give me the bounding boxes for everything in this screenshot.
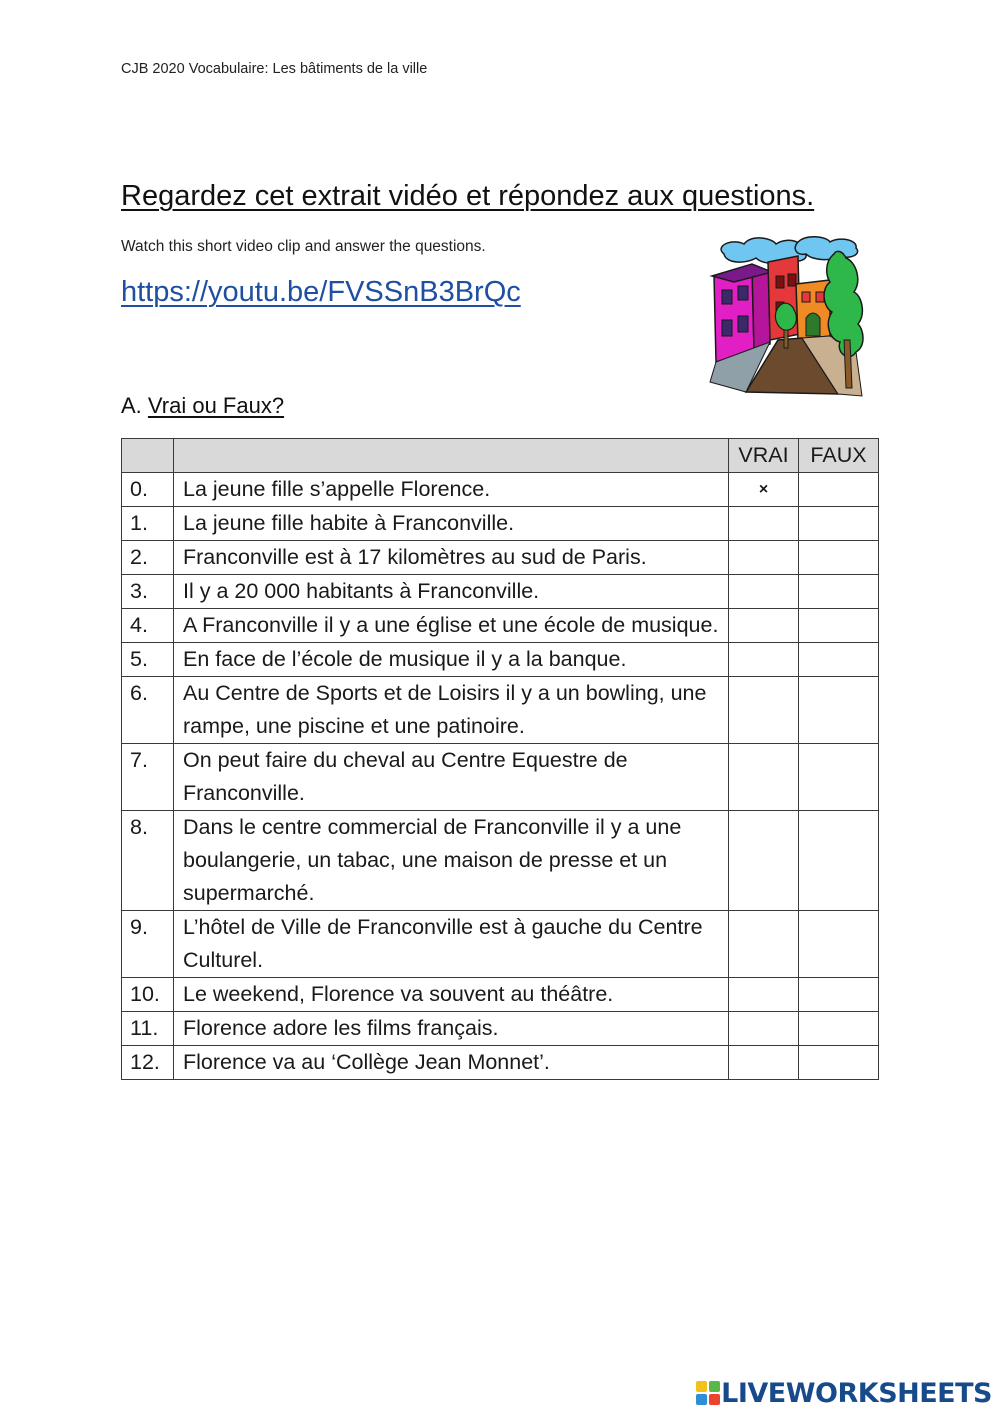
vrai-answer-cell[interactable] xyxy=(729,643,799,677)
vrai-answer-cell[interactable] xyxy=(729,1012,799,1046)
faux-answer-cell[interactable] xyxy=(799,507,879,541)
statement-number: 11. xyxy=(122,1012,174,1046)
page-title: Regardez cet extrait vidéo et répondez aux questions. xyxy=(121,180,815,212)
statement-text: La jeune fille s’appelle Florence. xyxy=(174,473,729,507)
statement-number: 8. xyxy=(122,811,174,911)
faux-answer-cell[interactable] xyxy=(799,677,879,744)
table-row xyxy=(122,911,879,978)
statement-number: 1. xyxy=(122,507,174,541)
statement-number: 3. xyxy=(122,575,174,609)
table-row xyxy=(122,507,879,541)
statement-text: Franconville est à 17 kilomètres au sud de Paris. xyxy=(174,541,729,575)
faux-answer-cell[interactable] xyxy=(799,911,879,978)
statement-number: 2. xyxy=(122,541,174,575)
faux-answer-cell[interactable] xyxy=(799,575,879,609)
header-note: CJB 2020 Vocabulaire: Les bâtiments de la ville xyxy=(121,61,428,77)
statement-text: L’hôtel de Ville de Franconville est à gauche du Centre Culturel. xyxy=(174,911,729,978)
table-row xyxy=(122,541,879,575)
statement-number: 0. xyxy=(122,473,174,507)
vrai-answer-cell[interactable] xyxy=(729,677,799,744)
statement-number: 7. xyxy=(122,744,174,811)
faux-answer-cell[interactable] xyxy=(799,473,879,507)
statement-text: Dans le centre commercial de Franconville il y a une boulangerie, un tabac, une maison de presse et un supermarché. xyxy=(174,811,729,911)
table-row xyxy=(122,1012,879,1046)
table-row xyxy=(122,978,879,1012)
statement-text: Au Centre de Sports et de Loisirs il y a un bowling, une rampe, une piscine et une patinoire. xyxy=(174,677,729,744)
header-statement-cell xyxy=(174,439,729,473)
vrai-answer-cell[interactable] xyxy=(729,1046,799,1080)
section-prefix: A. xyxy=(121,393,142,418)
table-row xyxy=(122,609,879,643)
statement-text: La jeune fille habite à Franconville. xyxy=(174,507,729,541)
true-false-table xyxy=(121,438,879,1080)
table-header-row xyxy=(122,439,879,473)
statement-number: 10. xyxy=(122,978,174,1012)
faux-answer-cell[interactable] xyxy=(799,541,879,575)
statement-text: Il y a 20 000 habitants à Franconville. xyxy=(174,575,729,609)
vrai-answer-cell[interactable] xyxy=(729,575,799,609)
header-faux: FAUX xyxy=(799,439,879,473)
subtitle: Watch this short video clip and answer the questions. xyxy=(121,238,486,255)
table-row xyxy=(122,811,879,911)
statement-number: 6. xyxy=(122,677,174,744)
table-row xyxy=(122,744,879,811)
video-link[interactable]: https://youtu.be/FVSSnB3BrQc xyxy=(121,276,521,308)
statement-text: Florence adore les films français. xyxy=(174,1012,729,1046)
table-row xyxy=(122,575,879,609)
statement-number: 12. xyxy=(122,1046,174,1080)
faux-answer-cell[interactable] xyxy=(799,609,879,643)
table-row xyxy=(122,473,879,507)
vrai-answer-cell[interactable] xyxy=(729,609,799,643)
vrai-answer-cell[interactable] xyxy=(729,811,799,911)
liveworksheets-logo xyxy=(695,1376,992,1410)
faux-answer-cell[interactable] xyxy=(799,643,879,677)
statement-text: Le weekend, Florence va souvent au théâtre. xyxy=(174,978,729,1012)
statement-text: A Franconville il y a une église et une école de musique. xyxy=(174,609,729,643)
vrai-answer-cell[interactable]: × xyxy=(729,473,799,507)
statement-text: On peut faire du cheval au Centre Equestre de Franconville. xyxy=(174,744,729,811)
vrai-answer-cell[interactable] xyxy=(729,744,799,811)
town-street-illustration-icon xyxy=(706,232,866,400)
section-heading xyxy=(121,393,284,419)
vrai-answer-cell[interactable] xyxy=(729,507,799,541)
section-label: Vrai ou Faux? xyxy=(147,393,285,418)
faux-answer-cell[interactable] xyxy=(799,978,879,1012)
header-num-cell xyxy=(122,439,174,473)
statement-number: 4. xyxy=(122,609,174,643)
table-row xyxy=(122,1046,879,1080)
table-row xyxy=(122,677,879,744)
liveworksheets-logo-icon xyxy=(695,1380,721,1406)
statement-text: En face de l’école de musique il y a la banque. xyxy=(174,643,729,677)
header-vrai: VRAI xyxy=(729,439,799,473)
statement-number: 9. xyxy=(122,911,174,978)
faux-answer-cell[interactable] xyxy=(799,811,879,911)
vrai-answer-cell[interactable] xyxy=(729,541,799,575)
faux-answer-cell[interactable] xyxy=(799,1012,879,1046)
statement-number: 5. xyxy=(122,643,174,677)
vrai-answer-cell[interactable] xyxy=(729,911,799,978)
logo-text: LIVEWORKSHEETS xyxy=(721,1377,992,1409)
vrai-answer-cell[interactable] xyxy=(729,978,799,1012)
table-row xyxy=(122,643,879,677)
faux-answer-cell[interactable] xyxy=(799,1046,879,1080)
faux-answer-cell[interactable] xyxy=(799,744,879,811)
statement-text: Florence va au ‘Collège Jean Monnet’. xyxy=(174,1046,729,1080)
